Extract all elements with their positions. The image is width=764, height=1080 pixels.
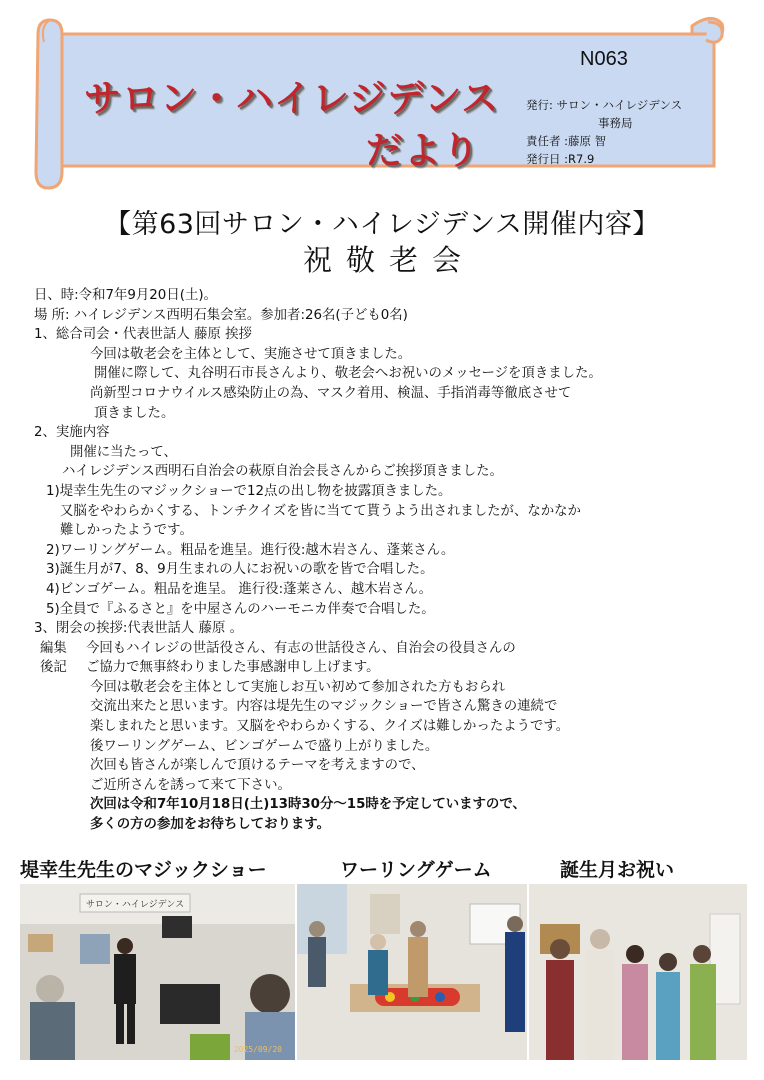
postscript-line: ご近所さんを誘って来て下さい。 (90, 777, 291, 793)
postscript-line: 楽しまれたと思います。又脳をやわらかくする、クイズは難しかったようです。 (90, 719, 570, 735)
section3-heading: 3、閉会の挨拶:代表世話人 藤原 。 (34, 621, 244, 637)
newsletter-title-line1: サロン・ハイレジデンス (84, 77, 500, 120)
photo-magic-show (20, 884, 295, 1060)
section2-item: 1)堤幸生先生のマジックショーで12点の出し物を披露頂きました。 (46, 483, 452, 499)
headline-title: 【第63回サロン・ハイレジデンス開催内容】 (104, 209, 660, 240)
photo-birthday-celebration (529, 884, 747, 1060)
postscript-line: 次回も皆さんが楽しんで頂けるテーマを考えますので、 (90, 758, 425, 774)
newsletter-title-line2: だより (366, 129, 480, 172)
section2-item-cont: 難しかったようです。 (60, 523, 193, 539)
postscript-label: 編集 (40, 640, 67, 656)
issue-number: N063 (580, 48, 628, 70)
section1-heading: 1、総合司会・代表世話人 藤原 挨拶 (34, 327, 252, 343)
responsible-person: 責任者 :藤原 智 (526, 134, 607, 148)
photo-strip (20, 884, 747, 1060)
section1-line: 尚新型コロナウイルス感染防止の為、マスク着用、検温、手指消毒等徹底させて (90, 385, 572, 401)
event-place: 場 所: ハイレジデンス西明石集会室。参加者:26名(子ども0名) (34, 307, 408, 323)
photo-caption-birthday: 誕生月お祝い (560, 859, 675, 881)
publisher-office: 事務局 (598, 116, 633, 130)
section2-line: ハイレジデンス西明石自治会の萩原自治会長さんからご挨拶頂きました。 (62, 464, 503, 480)
photo-caption-magic-show: 堤幸生先生のマジックショー (20, 859, 267, 881)
next-event-notice: 多くの方の参加をお待ちしております。 (90, 817, 330, 833)
issue-date: 発行日 :R7.9 (526, 152, 595, 166)
postscript-label: 後記 (40, 660, 67, 676)
section2-item: 2)ワーリングゲーム。粗品を進呈。進行役:越木岩さん、蓬莱さん。 (46, 542, 455, 558)
postscript-line: 後ワーリングゲーム、ビンゴゲームで盛り上がりました。 (90, 738, 439, 754)
section2-heading: 2、実施内容 (34, 425, 110, 441)
section2-item: 3)誕生月が7、8、9月生まれの人にお祝いの歌を皆で合唱した。 (46, 562, 434, 578)
photo-caption-whirling-game: ワーリングゲーム (340, 859, 492, 881)
section2-item-cont: 又脳をやわらかくする、トンチクイズを皆に当てて貰うよう出されましたが、なかなか (60, 503, 581, 519)
section2-item: 4)ビンゴゲーム。粗品を進呈。 進行役:蓬莱さん、越木岩さん。 (46, 581, 433, 597)
section1-line: 開催に際して、丸谷明石市長さんより、敬老会へお祝いのメッセージを頂きました。 (94, 366, 602, 382)
event-datetime: 日、時:令和7年9月20日(土)。 (34, 288, 217, 303)
masthead-banner (32, 12, 726, 192)
postscript-line: ご協力で無事終わりました事感謝申し上げます。 (86, 660, 380, 676)
postscript-line: 今回もハイレジの世話役さん、有志の世話役さん、自治会の役員さんの (86, 640, 516, 656)
next-event-notice: 次回は令和7年10月18日(土)13時30分～15時を予定していますので、 (90, 797, 526, 813)
report-body (34, 286, 734, 835)
publisher: 発行: サロン・ハイレジデンス (526, 98, 683, 112)
photo-whirling-game (297, 884, 527, 1060)
photo1-date-stamp: 2025/09/20 (233, 1045, 282, 1054)
section1-line: 今回は敬老会を主体として、実施させて頂きました。 (90, 346, 412, 362)
section2-item: 5)全員で『ふるさと』を中屋さんのハーモニカ伴奏で合唱した。 (46, 601, 435, 617)
headline-event: 祝敬老会 (302, 243, 475, 277)
section1-line: 頂きました。 (94, 405, 175, 421)
postscript-line: 交流出来たと思います。内容は堤先生のマジックショーで皆さん驚きの連続で (90, 699, 558, 715)
postscript-line: 今回は敬老会を主体として実施しお互い初めて参加された方もおられ (90, 679, 506, 695)
section2-line: 開催に当たって、 (70, 444, 177, 460)
photo1-sign-text: サロン・ハイレジデンス (85, 900, 185, 910)
